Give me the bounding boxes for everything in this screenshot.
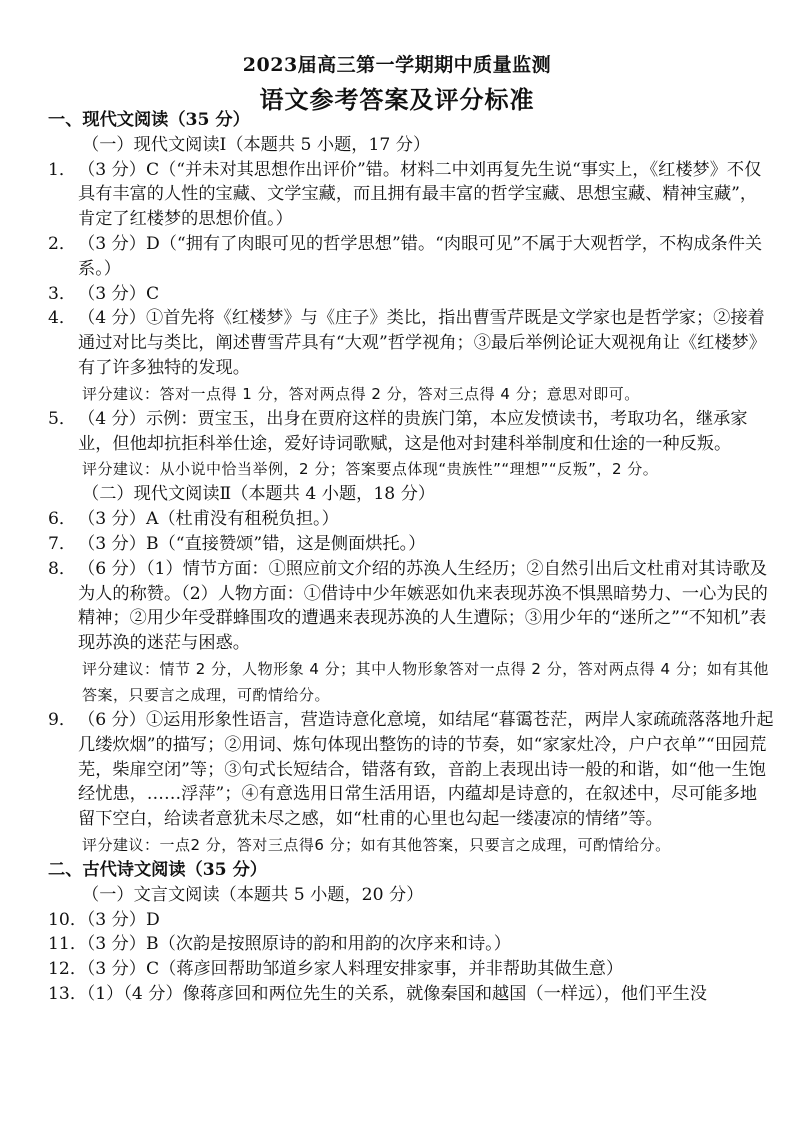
question-number: 12． [48, 959, 88, 980]
answer-item-2 [48, 232, 774, 282]
section-heading-classical-reading: 二、古代诗文阅读（35 分） [48, 859, 267, 880]
scoring-note-5: 评分建议：从小说中恰当举例，2 分；答案要点体现“贵族性”“理想”“反叛”，2 分。 [82, 460, 659, 479]
question-number: 6． [48, 509, 77, 530]
question-number: 9． [48, 709, 77, 730]
answer-text: （3 分）C（蒋彦回帮助邹道乡家人料理安排家事，并非帮助其做生意） [78, 959, 624, 980]
question-number: 7． [48, 533, 77, 554]
answer-text: （4 分）①首先将《红楼梦》与《庄子》类比，指出曹雪芹既是文学家也是哲学家；②接着通过对比与类比，阐述曹雪芹具有“大观”哲学视角；③最后举例论证大观视角让《红楼梦》有了许多独特的发现。 [78, 308, 766, 378]
answer-text: （3 分）B（“直接赞颂”错，这是侧面烘托。） [78, 533, 426, 554]
answer-item-12 [48, 957, 774, 982]
scoring-note-4: 评分建议：答对一点得 1 分，答对两点得 2 分，答对三点得 4 分；意思对即可。 [82, 384, 640, 403]
answer-item-6 [48, 507, 774, 532]
answer-item-9 [48, 708, 774, 832]
answer-text: （3 分）B（次韵是按照原诗的韵和用韵的次序来和诗。） [78, 934, 511, 955]
answer-item-8 [48, 557, 774, 656]
document-title: 语文参考答案及评分标准 [259, 85, 535, 114]
answer-item-3 [48, 282, 774, 307]
question-number: 5． [48, 408, 77, 429]
section-heading-modern-reading: 一、现代文阅读（35 分） [48, 110, 250, 130]
question-number: 11． [48, 934, 88, 955]
answer-item-5 [48, 407, 774, 457]
answer-text: （3 分）D [78, 909, 160, 930]
answer-item-11 [48, 932, 774, 957]
answer-item-7 [48, 532, 774, 557]
answer-text: （1）（4 分）像蒋彦回和两位先生的关系，就像秦国和越国（一样远），他们平生没 [78, 983, 707, 1004]
question-number: 10． [48, 909, 88, 930]
answer-text: （3 分）C（“并未对其思想作出评价”错。材料二中刘再复先生说“事实上，《红楼梦》不仅具有丰富的人性的宝藏、文学宝藏，而且拥有最丰富的哲学宝藏、思想宝藏、精神宝藏”，肯定了红楼梦的思想价值。） [78, 159, 762, 230]
answer-text: （3 分）A（杜甫没有租税负担。） [78, 509, 339, 530]
answer-item-10 [48, 908, 774, 933]
answer-item-4 [48, 306, 774, 380]
subsection-heading-classical-prose: （一）文言文阅读（本题共 5 小题，20 分） [82, 884, 424, 905]
scoring-note-8: 评分建议：情节 2 分，人物形象 4 分；其中人物形象答对一点得 2 分，答对两点得 4 分；如有其他答案，只要言之成理，可酌情给分。 [82, 659, 769, 704]
subsection-heading-modern-reading-1: （一）现代文阅读Ⅰ（本题共 5 小题，17 分） [82, 134, 431, 155]
question-number: 2． [48, 233, 77, 254]
answer-text: （3 分）D（“拥有了肉眼可见的哲学思想”错。“肉眼可见”不属于大观哲学，不构成条件关系。） [78, 233, 763, 279]
answer-item-1 [48, 158, 774, 232]
subsection-heading-modern-reading-2: （二）现代文阅读Ⅱ（本题共 4 小题，18 分） [82, 484, 436, 505]
question-number: 3． [48, 283, 77, 304]
question-number: 4． [48, 308, 77, 329]
question-number: 1． [48, 159, 77, 180]
answer-content [48, 108, 774, 1007]
answer-item-13 [48, 982, 774, 1007]
scoring-note-9: 评分建议：一点2 分，答对三点得6 分；如有其他答案，只要言之成理，可酌情给分。 [82, 835, 671, 854]
answer-text: （4 分）示例：贾宝玉，出身在贾府这样的贵族门第，本应发愤读书，考取功名，继承家业，但他却抗拒科举仕途，爱好诗词歌赋，这是他对封建科举制度和仕途的一种反叛。 [78, 408, 748, 454]
question-number: 13． [48, 983, 88, 1004]
answer-text: （6 分）（1）情节方面：①照应前文介绍的苏涣人生经历；②自然引出后文杜甫对其诗歌及为人的称赞。（2）人物方面：①借诗中少年嫉恶如仇来表现苏涣不惧黑暗势力、一心为民的精神；②用少年受群蜂围攻的遭遇来表现苏涣的人生遭际；③用少年的“迷所之”“不知机”表现苏涣的迷茫与困惑。 [78, 558, 768, 654]
question-number: 8． [48, 558, 77, 579]
exam-title: 2023届高三第一学期期中质量监测 [242, 54, 552, 76]
answer-text: （6 分）①运用形象性语言，营造诗意化意境，如结尾“暮霭苍茫，两岸人家疏疏落落地升起几缕炊烟”的描写；②用词、炼句体现出整饬的诗的节奏，如“家家灶冷，户户衣单”“田园荒芜，柴扉空闭”等；③句式长短结合，错落有致，音韵上表现出诗一般的和谐，如“他一生饱经忧患，……浮萍”；④有意选用日常生活用语，内蕴却是诗意的，在叙述中，尽可能多地留下空白，给读者意犹未尽之感，如“杜甫的心里也勾起一缕凄凉的情绪”等。 [78, 709, 774, 830]
answer-text: （3 分）C [78, 283, 160, 304]
